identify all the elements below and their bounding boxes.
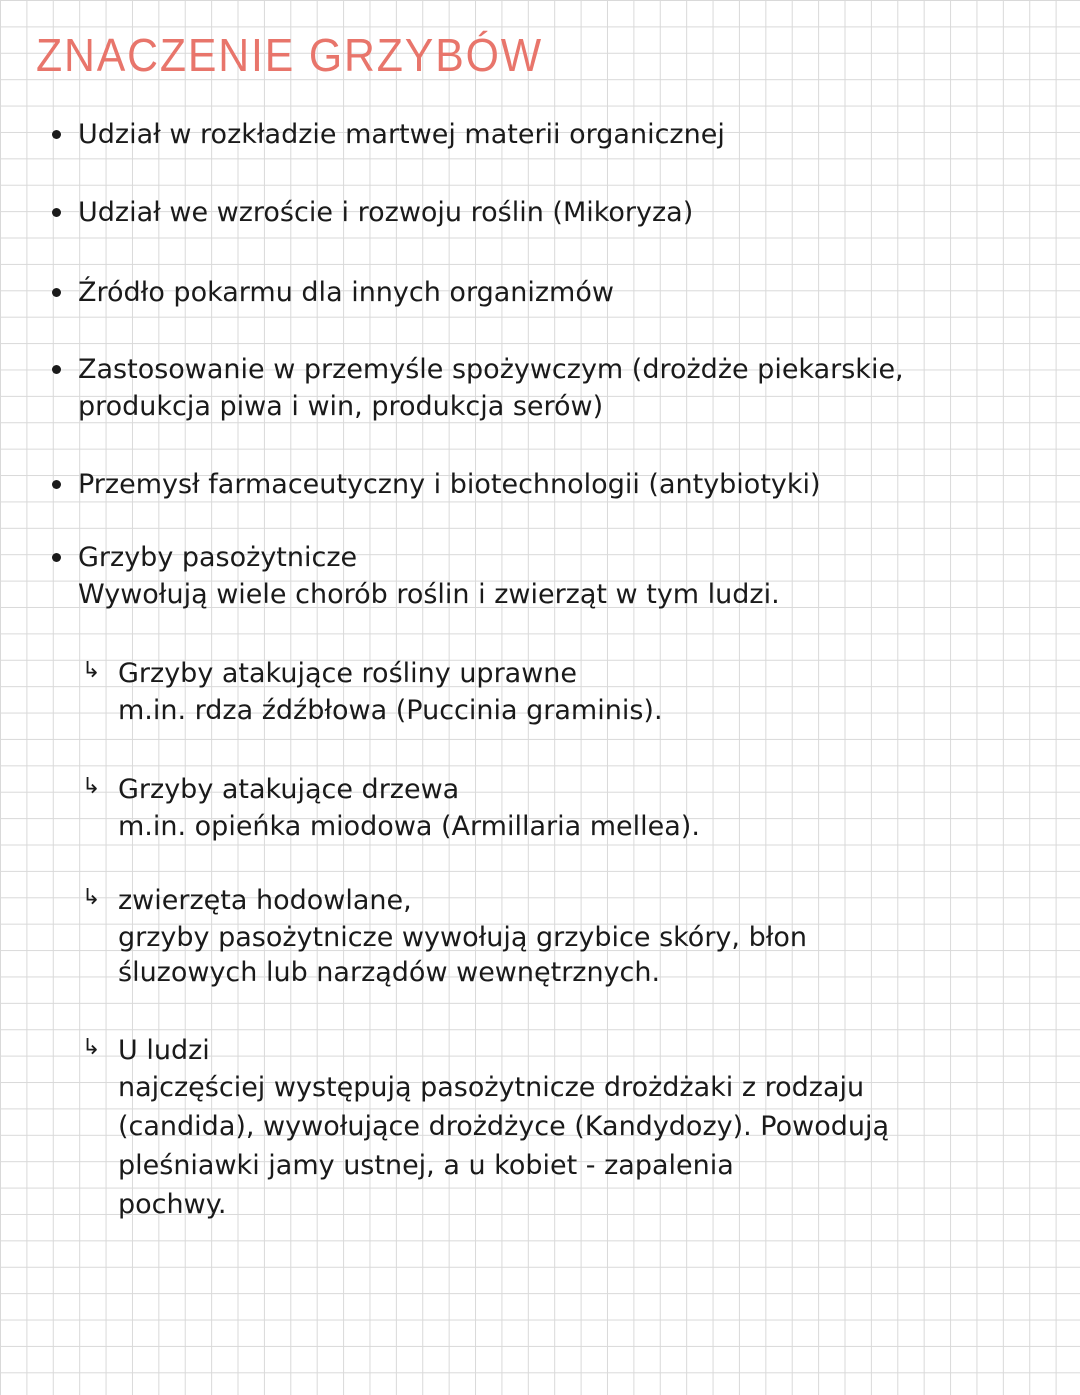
bullet-dot [52,288,61,297]
subitem-4-line-3: (candida), wywołujące drożdżyce (Kandydozy). Powodują [118,1111,890,1142]
bullet-6-line-1: Grzyby pasożytnicze [78,542,358,573]
bullet-4-line-1: Zastosowanie w przemyśle spożywczym (drożdże piekarskie, [78,354,904,385]
page-title: ZNACZENIE GRZYBÓW [36,29,543,81]
subitem-4-line-4: pleśniawki jamy ustnej, a u kobiet - zapalenia [118,1150,734,1181]
bullet-dot [52,365,61,374]
bullet-4-line-2: produkcja piwa i win, produkcja serów) [78,391,604,422]
arrow-icon: ↳ [82,885,101,910]
arrow-icon: ↳ [82,658,101,683]
bullet-6-line-2: Wywołują wiele chorób roślin i zwierząt w tym ludzi. [78,579,780,610]
arrow-icon: ↳ [82,774,101,799]
bullet-dot [52,208,61,217]
bullet-dot [52,130,61,139]
arrow-icon: ↳ [82,1035,101,1060]
bullet-5-line-1: Przemysł farmaceutyczny i biotechnologii (antybiotyki) [78,469,821,500]
subitem-3-line-1: zwierzęta hodowlane, [118,885,412,916]
subitem-2-line-1: Grzyby atakujące drzewa [118,774,460,805]
subitem-1-line-2: m.in. rdza źdźbłowa (Puccinia graminis). [118,695,663,726]
bullet-3-line-1: Źródło pokarmu dla innych organizmów [78,277,614,308]
bullet-1-line-1: Udział w rozkładzie martwej materii organicznej [78,119,725,150]
bullet-dot [52,553,61,562]
subitem-4-line-5: pochwy. [118,1189,227,1220]
subitem-4-line-2: najczęściej występują pasożytnicze drożdżaki z rodzaju [118,1072,865,1103]
subitem-1-line-1: Grzyby atakujące rośliny uprawne [118,658,578,689]
subitem-3-line-2: grzyby pasożytnicze wywołują grzybice skóry, błon [118,922,808,953]
subitem-4-line-1: U ludzi [118,1035,210,1066]
subitem-3-line-3: śluzowych lub narządów wewnętrznych. [118,957,661,988]
bullet-2-line-1: Udział we wzroście i rozwoju roślin (Mikoryza) [78,197,694,228]
subitem-2-line-2: m.in. opieńka miodowa (Armillaria mellea). [118,811,700,842]
bullet-dot [52,480,61,489]
